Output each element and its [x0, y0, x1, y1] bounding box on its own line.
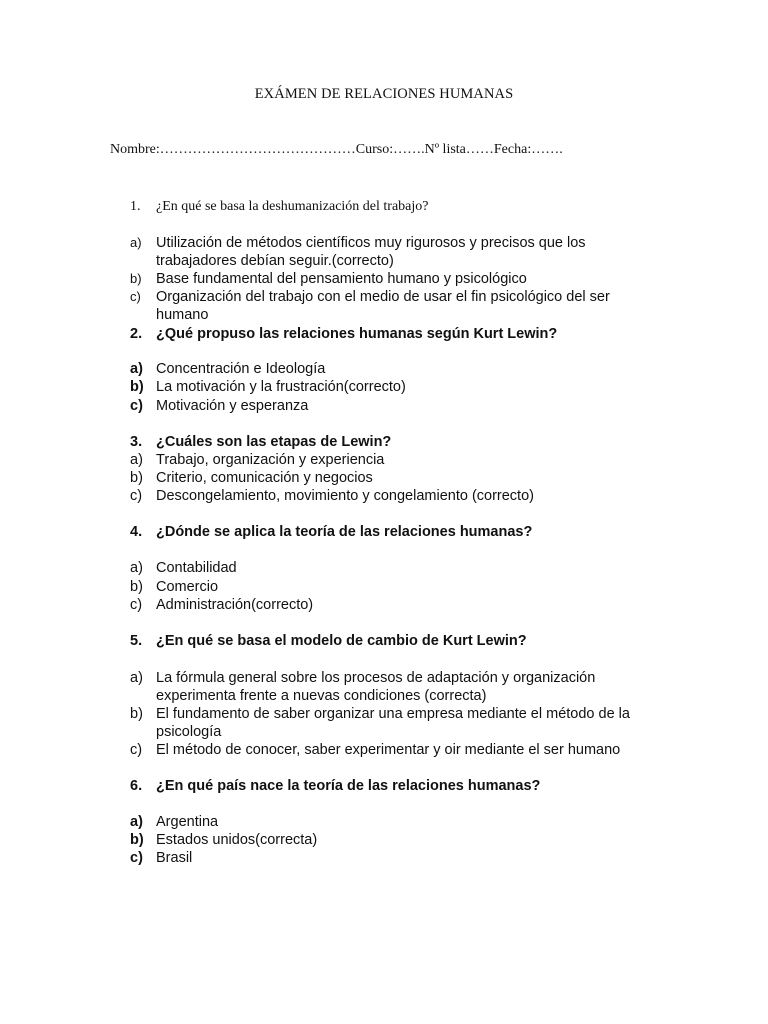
option-label: b) [130, 379, 144, 395]
option-label: b) [130, 832, 144, 848]
question-number: 2. [130, 326, 143, 342]
student-info-line: Nombre:……………………………………Curso:…….Nº lista……Fecha:……. [110, 142, 563, 157]
option-label: a) [130, 235, 142, 250]
option-label: a) [130, 814, 143, 830]
question-text: ¿En qué país nace la teoría de las relaciones humanas? [156, 778, 541, 794]
option-label: c) [130, 597, 143, 613]
option-label: c) [130, 398, 143, 414]
question-number: 1. [130, 199, 141, 214]
question-number: 5. [130, 633, 143, 649]
question-number: 3. [130, 434, 143, 450]
option-label: c) [130, 488, 143, 504]
option-label: b) [130, 706, 143, 722]
question-text: ¿Cuáles son las etapas de Lewin? [156, 434, 392, 450]
option-text: Motivación y esperanza [156, 398, 309, 414]
option-text: Contabilidad [156, 560, 237, 576]
option-label: a) [130, 452, 143, 468]
option-text: La fórmula general sobre los procesos de adaptación y organización experimenta frente a nuevas condiciones (correcta) [156, 670, 596, 704]
option-label: a) [130, 361, 143, 377]
option-text: Organización del trabajo con el medio de usar el fin psicológico del ser humano [156, 289, 610, 323]
question-text: ¿Qué propuso las relaciones humanas según Kurt Lewin? [156, 326, 558, 342]
option-label: c) [130, 850, 143, 866]
option-text: Estados unidos(correcta) [156, 832, 318, 848]
option-text: Trabajo, organización y experiencia [156, 452, 385, 468]
option-label: b) [130, 470, 143, 486]
option-text: Utilización de métodos científicos muy rigurosos y precisos que los trabajadores debían seguir.(correcto) [156, 235, 586, 269]
option-text: La motivación y la frustración(correcto) [156, 379, 406, 395]
option-label: b) [130, 579, 143, 595]
question-text: ¿En qué se basa el modelo de cambio de Kurt Lewin? [156, 633, 527, 649]
question-text: ¿Dónde se aplica la teoría de las relaciones humanas? [156, 524, 533, 540]
option-text: El fundamento de saber organizar una empresa mediante el método de la psicología [156, 706, 630, 740]
option-label: b) [130, 271, 142, 286]
question-text: ¿En qué se basa la deshumanización del trabajo? [156, 199, 429, 214]
option-text: Comercio [156, 579, 219, 595]
option-text: Administración(correcto) [156, 597, 314, 613]
option-text: Descongelamiento, movimiento y congelamiento (correcto) [156, 488, 534, 504]
option-text: Base fundamental del pensamiento humano y psicológico [156, 271, 527, 287]
question-number: 4. [130, 524, 143, 540]
option-label: c) [130, 289, 141, 304]
option-label: c) [130, 742, 143, 758]
option-text: El método de conocer, saber experimentar y oir mediante el ser humano [156, 742, 621, 758]
option-label: a) [130, 670, 143, 686]
option-text: Concentración e Ideología [156, 361, 326, 377]
option-text: Argentina [156, 814, 219, 830]
question-number: 6. [130, 778, 143, 794]
option-label: a) [130, 560, 143, 576]
option-text: Criterio, comunicación y negocios [156, 470, 373, 486]
option-text: Brasil [156, 850, 193, 866]
document-title: EXÁMEN DE RELACIONES HUMANAS [254, 86, 514, 102]
